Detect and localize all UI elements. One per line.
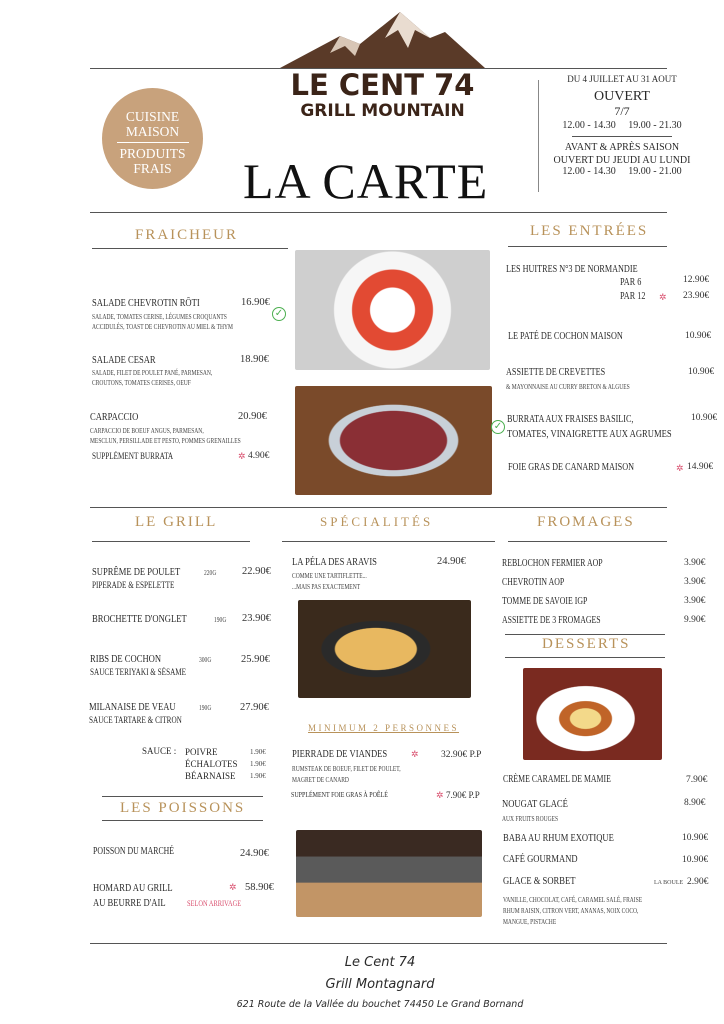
menu-item-name: LE PATÉ DE COCHON MAISON — [508, 331, 623, 342]
period: DU 4 JUILLET AU 31 AOUT — [567, 74, 677, 84]
menu-item-price: 27.90€ — [240, 702, 269, 713]
menu-item-desc: MESCLUN, PERSILLADE ET PESTO, POMMES GRENAILLES — [90, 436, 241, 445]
hours-divider — [572, 136, 672, 137]
menu-item-name: BABA AU RHUM EXOTIQUE — [503, 832, 614, 844]
menu-item-price: 22.90€ — [242, 566, 271, 577]
menu-item-desc: AUX FRUITS ROUGES — [502, 814, 559, 823]
divider — [505, 657, 665, 658]
supplement-price: 7.90€ P.P — [446, 790, 480, 800]
menu-item-name: TOMME DE SAVOIE IGP — [502, 596, 588, 607]
menu-item-weight: 300G — [199, 655, 212, 664]
badge-line: FRAIS — [133, 161, 172, 176]
menu-item-desc: PIPERADE & ESPELETTE — [92, 580, 175, 590]
logo-title: LE CENT 74 — [290, 68, 475, 102]
menu-item-price: 25.90€ — [241, 654, 270, 665]
section-title-poissons: LES POISSONS — [120, 800, 246, 816]
sauce-label: SAUCE : — [142, 746, 177, 756]
menu-item-name: SALADE CHEVROTIN RÔTI — [92, 297, 200, 309]
menu-item-weight: 190G — [214, 615, 227, 624]
menu-item-name: BROCHETTE D'ONGLET — [92, 613, 187, 625]
menu-item-price: 23.90€ — [683, 291, 710, 301]
menu-item-name: ASSIETTE DE CREVETTES — [506, 367, 606, 378]
menu-item-desc: SAUCE TERIYAKI & SÉSAME — [90, 667, 187, 677]
menu-item-desc: & MAYONNAISE AU CURRY BRETON & ALGUES — [506, 382, 630, 391]
menu-item-desc: SALADE, FILET DE POULET PANÉ, PARMESAN, — [92, 368, 213, 377]
menu-item-name: MILANAISE DE VEAU — [89, 701, 176, 713]
menu-item-weight: 220G — [204, 568, 217, 577]
vegetarian-check-icon: ✓ — [491, 420, 505, 434]
unit-label: LA BOULE — [654, 880, 684, 886]
divider — [92, 541, 250, 542]
badge-line: MAISON — [125, 124, 180, 139]
menu-item-price: 23.90€ — [242, 613, 271, 624]
sauce-list — [185, 746, 238, 782]
menu-item-desc: TOMATES, VINAIGRETTE AUX AGRUMES — [507, 428, 672, 440]
star-icon: ✲ — [238, 451, 246, 461]
menu-item-price: 10.90€ — [691, 413, 718, 423]
sauce-name: BÉARNAISE — [185, 771, 236, 781]
open-label: OUVERT — [594, 89, 650, 104]
supplement-price: 4.90€ — [248, 451, 270, 461]
menu-item-desc: AU BEURRE D'AIL — [93, 897, 166, 909]
sauce-name: POIVRE — [185, 747, 218, 757]
footer-subtitle: Grill Montagnard — [325, 977, 435, 992]
pierrade-photo — [296, 830, 482, 917]
divider — [92, 248, 288, 249]
cheese-list — [502, 554, 603, 630]
section-title-grill: LE GRILL — [135, 514, 218, 530]
menu-item-price: 18.90€ — [240, 354, 269, 365]
menu-item-desc: SALADE, TOMATES CERISE, LÉGUMES CROQUANTS — [92, 312, 227, 321]
menu-item-price: 10.90€ — [682, 833, 709, 843]
menu-item-price: 24.90€ — [240, 848, 269, 859]
sauce-price: 1.90€ — [250, 760, 266, 768]
carpaccio-photo — [295, 386, 492, 495]
minimum-persons-note: MINIMUM 2 PERSONNES — [308, 723, 460, 733]
sauce-price: 1.90€ — [250, 772, 266, 780]
menu-item-price: 12.90€ — [683, 275, 710, 285]
availability-note: SELON ARRIVAGE — [187, 899, 242, 908]
cheese-prices — [684, 554, 705, 630]
menu-item-name: HOMARD AU GRILL — [93, 882, 173, 894]
menu-item-weight: 190G — [199, 703, 212, 712]
footer-address: 621 Route de la Vallée du bouchet 74450 Le Grand Bornand — [236, 999, 524, 1010]
menu-item-price: 10.90€ — [685, 331, 712, 341]
star-icon: ✲ — [229, 882, 237, 892]
menu-item-desc: CARPACCIO DE BOEUF ANGUS, PARMESAN, — [90, 426, 204, 435]
menu-item-name: CAFÉ GOURMAND — [503, 853, 578, 865]
cuisine-maison-badge — [102, 88, 203, 189]
page-title: LA CARTE — [243, 153, 489, 209]
menu-item-name: SALADE CESAR — [92, 354, 156, 366]
menu-item-name: CRÈME CARAMEL DE MAMIE — [503, 774, 611, 785]
vegetarian-check-icon: ✓ — [272, 307, 286, 321]
menu-item-price: 3.90€ — [684, 558, 706, 568]
supplement-label: SUPPLÉMENT BURRATA — [92, 451, 174, 461]
menu-item-price: 10.90€ — [688, 367, 715, 377]
menu-item-price: 32.90€ P.P — [441, 750, 482, 760]
menu-item-desc: RHUM RAISIN, CITRON VERT, ANANAS, NOIX COCO, — [503, 906, 639, 915]
footer-name: Le Cent 74 — [344, 955, 416, 970]
menu-item-name: LES HUITRES N°3 DE NORMANDIE — [506, 264, 638, 275]
pela-photo — [298, 600, 471, 698]
divider — [102, 796, 263, 797]
season-days: OUVERT DU JEUDI AU LUNDI — [553, 155, 691, 166]
menu-item-desc: SAUCE TARTARE & CITRON — [89, 715, 182, 725]
menu-item-name: CHEVROTIN AOP — [502, 577, 565, 588]
menu-item-desc: ...MAIS PAS EXACTEMENT — [292, 582, 361, 591]
menu-item-name: BURRATA AUX FRAISES BASILIC, — [507, 413, 634, 425]
menu-item-name: GLACE & SORBET — [503, 875, 576, 887]
divider — [90, 943, 667, 944]
burrata-salad-photo — [295, 250, 490, 370]
menu-item-name: REBLOCHON FERMIER AOP — [502, 558, 603, 569]
creme-caramel-photo — [523, 668, 662, 760]
badge-divider — [117, 142, 189, 143]
menu-item-name: NOUGAT GLACÉ — [502, 798, 568, 810]
menu-item-desc: ACCIDULÉS, TOAST DE CHEVROTIN AU MIEL & THYM — [92, 322, 233, 331]
menu-item-price: 20.90€ — [238, 411, 267, 422]
menu-item-price: 16.90€ — [241, 297, 270, 308]
menu-item-price: 24.90€ — [437, 556, 466, 567]
section-title-desserts: DESSERTS — [542, 636, 631, 652]
menu-item-desc: CROUTONS, TOMATES CERISES, OEUF — [92, 378, 191, 387]
hours-season: 12.00 - 14.30 19.00 - 21.00 — [562, 166, 682, 177]
menu-item-desc: MAGRET DE CANARD — [292, 775, 349, 784]
menu-item-name: RIBS DE COCHON — [90, 653, 162, 665]
section-title-fromages: FROMAGES — [537, 514, 635, 530]
menu-item-name: ASSIETTE DE 3 FROMAGES — [502, 615, 601, 626]
menu-item-option: PAR 12 — [620, 291, 646, 302]
sauce-price: 1.90€ — [250, 748, 266, 756]
star-icon: ✲ — [676, 463, 684, 473]
menu-item-price: 3.90€ — [684, 577, 706, 587]
opening-hours — [540, 74, 704, 177]
menu-item-price: 10.90€ — [682, 855, 709, 865]
menu-item-desc: VANILLE, CHOCOLAT, CAFÉ, CARAMEL SALÉ, FRAISE — [503, 895, 643, 904]
menu-item-price: 9.90€ — [684, 615, 706, 625]
menu-item-option: PAR 6 — [620, 277, 642, 288]
season: AVANT & APRÈS SAISON — [564, 142, 680, 153]
logo-subtitle: GRILL MOUNTAIN — [300, 101, 465, 121]
menu-item-name: FOIE GRAS DE CANARD MAISON — [508, 462, 635, 473]
divider — [102, 820, 263, 821]
badge-line: CUISINE — [125, 109, 180, 124]
menu-item-price: 2.90€ — [687, 877, 709, 887]
section-title-fraicheur: FRAICHEUR — [135, 227, 239, 243]
menu-item-desc: MANGUE, PISTACHE — [503, 917, 557, 926]
divider — [508, 246, 667, 247]
sauce-name: ÉCHALOTES — [185, 759, 238, 769]
menu-item-desc: COMME UNE TARTIFLETTE... — [292, 571, 367, 580]
days: 7/7 — [614, 104, 630, 118]
info-divider — [538, 80, 539, 192]
divider — [90, 212, 667, 213]
menu-item-name: SUPRÊME DE POULET — [92, 566, 181, 578]
menu-item-name: CARPACCIO — [90, 411, 139, 423]
mountain-logo-icon — [280, 8, 485, 70]
menu-item-name: POISSON DU MARCHÉ — [93, 846, 175, 857]
menu-item-price: 3.90€ — [684, 596, 706, 606]
menu-item-price: 7.90€ — [686, 775, 708, 785]
menu-item-name: LA PÉLA DES ARAVIS — [292, 556, 377, 568]
divider — [505, 634, 665, 635]
divider — [508, 541, 667, 542]
hours-summer: 12.00 - 14.30 19.00 - 21.30 — [562, 120, 682, 131]
menu-item-price: 14.90€ — [687, 462, 714, 472]
menu-item-name: PIERRADE DE VIANDES — [292, 748, 388, 760]
star-icon: ✲ — [659, 292, 667, 302]
flavours — [503, 894, 642, 927]
divider — [282, 541, 495, 542]
sauce-prices — [250, 746, 266, 782]
star-icon: ✲ — [411, 749, 419, 759]
section-title-entrees: LES ENTRÉES — [530, 223, 649, 239]
section-title-specialites: SPÉCIALITÉS — [320, 514, 434, 529]
supplement-label: SUPPLÉMENT FOIE GRAS À POÊLÉ — [291, 790, 388, 799]
divider — [90, 507, 667, 508]
menu-item-desc: RUMSTEAK DE BOEUF, FILET DE POULET, — [292, 764, 401, 773]
badge-line: PRODUITS — [119, 146, 186, 161]
star-icon: ✲ — [436, 790, 444, 800]
menu-item-price: 58.90€ — [245, 882, 274, 893]
menu-item-price: 8.90€ — [684, 798, 706, 808]
